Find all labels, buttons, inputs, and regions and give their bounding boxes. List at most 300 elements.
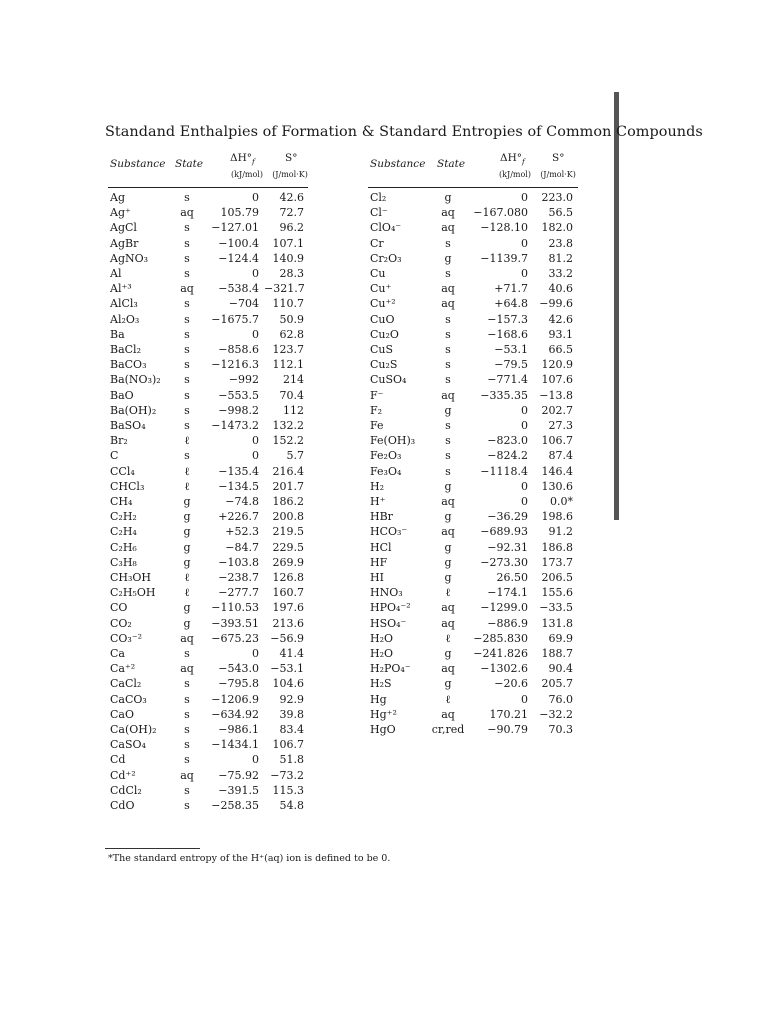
left-cell-entropy: −321.7	[264, 282, 305, 296]
right-cell-enthalpy: 0	[521, 191, 528, 204]
left-cell-substance: BaCl₂	[110, 343, 141, 356]
left-cell-state: s	[184, 783, 190, 797]
left-header-substance: Substance	[110, 158, 166, 170]
left-cell-state: aq	[180, 768, 194, 782]
left-cell-substance: CaO	[110, 707, 134, 721]
right-cell-state: g	[444, 510, 452, 524]
left-cell-state: s	[184, 677, 190, 691]
left-cell-entropy: 51.8	[279, 753, 304, 767]
right-cell-entropy: 188.7	[541, 647, 573, 660]
right-cell-entropy: 56.5	[548, 206, 573, 220]
left-cell-state: s	[184, 221, 190, 235]
right-cell-state: s	[445, 373, 451, 387]
left-cell-state: ℓ	[184, 571, 190, 584]
right-cell-entropy: −99.6	[539, 297, 573, 311]
right-cell-state: aq	[441, 525, 455, 539]
right-cell-state: g	[444, 571, 452, 584]
left-cell-state: s	[184, 327, 190, 341]
left-cell-entropy: 132.2	[272, 419, 304, 432]
left-cell-substance: CO₃⁻²	[110, 631, 143, 645]
left-cell-substance: AgNO₃	[110, 251, 149, 265]
left-cell-substance: CaCl₂	[110, 677, 142, 691]
left-cell-substance: C₂H₆	[110, 540, 137, 554]
left-cell-state: s	[184, 449, 190, 463]
left-cell-entropy: 62.8	[279, 327, 304, 341]
left-cell-enthalpy: −134.5	[218, 479, 259, 493]
right-cell-enthalpy: −157.3	[487, 312, 528, 326]
right-cell-substance: Cu⁺	[370, 282, 392, 296]
right-cell-substance: CuO	[370, 312, 395, 326]
left-cell-enthalpy: −393.51	[211, 616, 259, 630]
left-cell-state: ℓ	[184, 479, 190, 493]
right-cell-enthalpy: 170.21	[489, 707, 528, 721]
left-cell-state: g	[183, 601, 191, 615]
right-cell-entropy: 40.6	[548, 282, 573, 296]
right-cell-state: s	[445, 419, 451, 432]
left-cell-substance: Ag⁺	[110, 206, 131, 220]
right-cell-substance: HF	[370, 555, 388, 569]
left-cell-state: s	[184, 707, 190, 721]
right-cell-state: s	[445, 434, 451, 448]
left-cell-substance: CHCl₃	[110, 479, 145, 493]
right-cell-enthalpy: −174.1	[487, 586, 528, 600]
right-cell-enthalpy: 0	[521, 479, 528, 493]
right-cell-substance: Cr	[370, 236, 384, 250]
right-cell-entropy: 87.4	[548, 449, 573, 463]
right-cell-entropy: −33.5	[539, 601, 573, 615]
right-cell-enthalpy: −823.0	[487, 434, 528, 448]
right-cell-substance: Hg	[370, 692, 387, 706]
right-header-dh-sub: f	[522, 157, 525, 167]
left-cell-enthalpy: 0	[252, 267, 259, 280]
left-cell-enthalpy: 0	[252, 191, 259, 204]
left-cell-state: ℓ	[184, 586, 190, 600]
left-cell-enthalpy: −992	[228, 373, 259, 387]
left-cell-substance: CaCO₃	[110, 692, 147, 706]
right-cell-enthalpy: −1299.0	[480, 601, 528, 615]
left-cell-state: aq	[180, 662, 194, 676]
right-cell-state: aq	[441, 388, 455, 402]
left-cell-enthalpy: −1434.1	[211, 738, 259, 752]
left-cell-substance: AgBr	[110, 236, 139, 250]
left-cell-enthalpy: −100.4	[218, 236, 259, 250]
right-cell-entropy: 223.0	[541, 191, 573, 204]
right-cell-enthalpy: 0	[521, 419, 528, 432]
left-cell-entropy: 219.5	[272, 525, 304, 539]
right-cell-enthalpy: 0	[521, 267, 528, 280]
right-cell-entropy: 107.6	[541, 373, 573, 387]
right-cell-entropy: 81.2	[548, 251, 573, 265]
right-cell-enthalpy: −53.1	[494, 343, 528, 356]
right-cell-state: cr,red	[431, 723, 465, 736]
left-cell-enthalpy: −543.0	[218, 662, 259, 676]
left-cell-substance: CH₄	[110, 495, 133, 508]
left-cell-enthalpy: −84.7	[225, 540, 259, 554]
left-cell-state: s	[184, 297, 190, 311]
left-cell-state: s	[184, 267, 190, 280]
left-cell-enthalpy: −675.23	[211, 631, 259, 645]
left-cell-entropy: 197.6	[272, 601, 304, 615]
left-cell-enthalpy: −277.7	[218, 586, 259, 600]
right-cell-entropy: 131.8	[541, 616, 573, 630]
right-cell-entropy: 27.3	[548, 419, 573, 432]
right-cell-entropy: −13.8	[539, 388, 573, 402]
left-cell-substance: Al	[110, 267, 122, 280]
right-cell-state: s	[445, 464, 451, 478]
left-cell-state: g	[183, 525, 191, 539]
right-header-s: S°	[552, 152, 565, 164]
left-cell-entropy: 41.4	[279, 647, 304, 660]
left-cell-entropy: 28.3	[279, 267, 304, 280]
left-cell-enthalpy: 0	[252, 449, 259, 463]
right-cell-enthalpy: −128.10	[480, 221, 528, 235]
left-cell-enthalpy: −1206.9	[211, 692, 259, 706]
right-cell-entropy: 90.4	[548, 662, 573, 676]
left-cell-substance: Ca(OH)₂	[110, 723, 157, 736]
left-cell-enthalpy: −74.8	[225, 495, 259, 508]
right-cell-enthalpy: −79.5	[494, 358, 528, 372]
left-cell-enthalpy: 105.79	[220, 206, 259, 220]
left-cell-state: s	[184, 373, 190, 387]
left-cell-state: g	[183, 616, 191, 630]
right-cell-state: g	[444, 555, 452, 569]
left-cell-entropy: 115.3	[272, 783, 304, 797]
left-cell-entropy: 112	[283, 403, 304, 417]
right-cell-state: aq	[441, 297, 455, 311]
right-cell-state: ℓ	[445, 631, 451, 645]
left-cell-entropy: 5.7	[286, 449, 304, 463]
left-cell-entropy: 140.9	[272, 251, 304, 265]
left-cell-enthalpy: −538.4	[218, 282, 259, 296]
left-cell-entropy: 216.4	[272, 464, 304, 478]
footnote: *The standard entropy of the H⁺(aq) ion is defined to be 0.	[108, 853, 391, 864]
left-cell-enthalpy: −1675.7	[211, 312, 259, 326]
left-cell-substance: C₃H₈	[110, 555, 137, 569]
left-cell-enthalpy: −795.8	[218, 677, 259, 691]
left-cell-substance: CH₃OH	[110, 571, 152, 584]
left-cell-substance: CaSO₄	[110, 738, 146, 752]
left-cell-substance: CCl₄	[110, 464, 135, 478]
right-cell-enthalpy: −20.6	[494, 677, 528, 691]
left-cell-state: s	[184, 692, 190, 706]
right-cell-entropy: 155.6	[541, 586, 573, 600]
right-cell-state: aq	[441, 221, 455, 235]
left-header-dh-symbol: ΔH°	[230, 152, 252, 164]
right-cell-state: s	[445, 358, 451, 372]
left-cell-state: g	[183, 510, 191, 524]
left-cell-substance: BaCO₃	[110, 358, 147, 372]
right-cell-substance: Cl₂	[370, 191, 387, 204]
right-cell-entropy: 69.9	[548, 631, 573, 645]
left-unit-dh: (kJ/mol)	[231, 170, 263, 179]
left-cell-substance: BaSO₄	[110, 419, 146, 432]
right-cell-substance: Fe(OH)₃	[370, 434, 416, 448]
right-cell-substance: Cu⁺²	[370, 297, 396, 311]
right-cell-state: s	[445, 327, 451, 341]
left-cell-enthalpy: −704	[228, 297, 259, 311]
right-cell-enthalpy: 0	[521, 692, 528, 706]
left-cell-state: s	[184, 723, 190, 736]
left-cell-enthalpy: −103.8	[218, 555, 259, 569]
right-cell-enthalpy: −689.93	[480, 525, 528, 539]
right-cell-state: aq	[441, 616, 455, 630]
left-cell-enthalpy: 0	[252, 753, 259, 767]
left-cell-entropy: 186.2	[272, 495, 304, 508]
right-cell-state: ℓ	[445, 586, 451, 600]
left-cell-enthalpy: −998.2	[218, 403, 259, 417]
left-cell-entropy: 213.6	[272, 616, 304, 630]
left-cell-state: s	[184, 236, 190, 250]
left-cell-substance: C₂H₄	[110, 525, 137, 539]
right-cell-state: g	[444, 251, 452, 265]
left-cell-state: s	[184, 738, 190, 752]
left-cell-enthalpy: −553.5	[218, 388, 259, 402]
left-header-state: State	[175, 158, 204, 170]
left-cell-enthalpy: −75.92	[218, 768, 259, 782]
right-cell-enthalpy: −886.9	[487, 616, 528, 630]
right-cell-substance: HBr	[370, 510, 393, 524]
right-cell-substance: Cu₂O	[370, 327, 399, 341]
right-unit-dh: (kJ/mol)	[499, 170, 531, 179]
right-cell-entropy: 186.8	[541, 540, 573, 554]
left-cell-entropy: 42.6	[279, 191, 304, 204]
left-cell-entropy: 126.8	[272, 571, 304, 584]
right-cell-enthalpy: −241.826	[473, 647, 528, 660]
right-cell-substance: ClO₄⁻	[370, 221, 402, 235]
left-cell-entropy: −56.9	[270, 631, 304, 645]
right-cell-entropy: 205.7	[541, 677, 573, 691]
left-cell-state: s	[184, 343, 190, 356]
right-cell-entropy: 182.0	[541, 221, 573, 235]
right-cell-state: g	[444, 677, 452, 691]
right-cell-enthalpy: 26.50	[496, 571, 528, 584]
right-cell-entropy: 33.2	[548, 267, 573, 280]
right-cell-entropy: 130.6	[541, 479, 573, 493]
right-cell-substance: H₂O	[370, 647, 394, 660]
left-header-dh	[230, 152, 255, 167]
right-header-rule	[368, 187, 578, 188]
left-cell-entropy: 92.9	[279, 692, 304, 706]
left-cell-entropy: 96.2	[279, 221, 304, 235]
right-cell-enthalpy: −1118.4	[480, 464, 528, 478]
left-cell-enthalpy: −391.5	[218, 783, 259, 797]
right-cell-state: g	[444, 191, 452, 204]
right-cell-enthalpy: −273.30	[480, 555, 528, 569]
right-cell-entropy: 70.3	[548, 723, 573, 736]
left-cell-substance: Cd	[110, 753, 126, 767]
left-cell-substance: C₂H₅OH	[110, 586, 156, 600]
right-unit-s: (J/mol·K)	[540, 170, 576, 179]
footnote-rule	[105, 848, 200, 849]
left-cell-entropy: 39.8	[279, 707, 304, 721]
left-cell-substance: AgCl	[110, 221, 137, 235]
right-cell-state: aq	[441, 707, 455, 721]
left-cell-enthalpy: 0	[252, 327, 259, 341]
left-cell-state: s	[184, 358, 190, 372]
left-cell-entropy: 269.9	[272, 555, 304, 569]
left-cell-substance: Ba(NO₃)₂	[110, 373, 161, 387]
left-cell-entropy: 152.2	[272, 434, 304, 448]
left-cell-state: aq	[180, 631, 194, 645]
left-cell-enthalpy: −238.7	[218, 571, 259, 584]
right-cell-enthalpy: +71.7	[494, 282, 528, 296]
left-cell-entropy: 110.7	[272, 297, 304, 311]
left-header-dh-sub: f	[252, 157, 255, 167]
left-unit-s: (J/mol·K)	[272, 170, 308, 179]
left-cell-entropy: −53.1	[270, 662, 304, 676]
left-cell-state: s	[184, 388, 190, 402]
right-cell-substance: Cu	[370, 267, 386, 280]
right-cell-substance: Fe₂O₃	[370, 449, 402, 463]
right-cell-substance: CuSO₄	[370, 373, 407, 387]
right-cell-state: aq	[441, 601, 455, 615]
right-cell-state: s	[445, 312, 451, 326]
right-header-dh	[500, 152, 525, 167]
right-cell-state: s	[445, 343, 451, 356]
right-cell-enthalpy: 0	[521, 403, 528, 417]
left-cell-state: ℓ	[184, 434, 190, 448]
left-cell-state: s	[184, 312, 190, 326]
left-cell-entropy: 104.6	[272, 677, 304, 691]
right-cell-entropy: 76.0	[548, 692, 573, 706]
right-cell-enthalpy: 0	[521, 495, 528, 508]
right-cell-entropy: 66.5	[548, 343, 573, 356]
right-cell-substance: H₂O	[370, 631, 394, 645]
left-cell-enthalpy: −110.53	[211, 601, 259, 615]
right-cell-entropy: 0.0*	[550, 495, 573, 508]
left-cell-state: s	[184, 753, 190, 767]
right-cell-state: aq	[441, 662, 455, 676]
right-cell-entropy: 206.5	[541, 571, 573, 584]
right-cell-enthalpy: −1139.7	[480, 251, 528, 265]
left-cell-enthalpy: −858.6	[218, 343, 259, 356]
right-cell-enthalpy: −335.35	[480, 388, 528, 402]
right-cell-state: s	[445, 449, 451, 463]
right-cell-entropy: 120.9	[541, 358, 573, 372]
left-cell-enthalpy: −124.4	[218, 251, 259, 265]
right-cell-entropy: 23.8	[548, 236, 573, 250]
left-header-s: S°	[285, 152, 298, 164]
right-cell-enthalpy: −771.4	[487, 373, 528, 387]
right-cell-state: aq	[441, 495, 455, 508]
right-cell-entropy: 42.6	[548, 312, 573, 326]
left-cell-entropy: 72.7	[279, 206, 304, 220]
right-cell-state: s	[445, 236, 451, 250]
left-cell-entropy: 123.7	[272, 343, 304, 356]
right-header-state: State	[437, 158, 466, 170]
left-cell-substance: CdCl₂	[110, 783, 142, 797]
right-cell-substance: CuS	[370, 343, 394, 356]
left-cell-substance: Cd⁺²	[110, 768, 136, 782]
right-cell-substance: F₂	[370, 403, 383, 417]
left-cell-entropy: 229.5	[272, 540, 304, 554]
right-cell-substance: H₂	[370, 479, 385, 493]
right-cell-substance: HNO₃	[370, 586, 403, 600]
left-cell-entropy: 70.4	[279, 388, 304, 402]
left-cell-substance: Ba	[110, 327, 125, 341]
right-cell-state: g	[444, 647, 452, 660]
left-cell-substance: Ca⁺²	[110, 662, 136, 676]
left-cell-state: ℓ	[184, 464, 190, 478]
right-cell-enthalpy: 0	[521, 236, 528, 250]
left-cell-substance: Al₂O₃	[110, 312, 140, 326]
right-cell-substance: Hg⁺²	[370, 707, 397, 721]
left-header-rule	[108, 187, 308, 188]
vertical-scrollbar[interactable]	[614, 92, 619, 520]
left-cell-entropy: 112.1	[272, 358, 304, 372]
left-cell-state: g	[183, 555, 191, 569]
right-header-substance: Substance	[370, 158, 426, 170]
left-cell-enthalpy: −634.92	[211, 707, 259, 721]
left-cell-state: s	[184, 647, 190, 660]
left-cell-substance: Br₂	[110, 434, 128, 448]
left-cell-substance: CdO	[110, 799, 135, 812]
right-cell-entropy: 202.7	[541, 403, 573, 417]
right-cell-state: aq	[441, 282, 455, 296]
left-cell-entropy: 83.4	[279, 723, 304, 736]
right-cell-substance: Cl⁻	[370, 206, 388, 220]
right-cell-substance: H⁺	[370, 495, 386, 508]
right-cell-entropy: 198.6	[541, 510, 573, 524]
left-cell-state: s	[184, 419, 190, 432]
right-cell-entropy: 173.7	[541, 555, 573, 569]
right-cell-entropy: 146.4	[541, 464, 573, 478]
left-cell-substance: Ag	[110, 191, 125, 204]
left-cell-substance: AlCl₃	[110, 297, 138, 311]
left-cell-entropy: 201.7	[272, 479, 304, 493]
right-cell-enthalpy: −1302.6	[480, 662, 528, 676]
left-cell-entropy: 50.9	[279, 312, 304, 326]
left-cell-substance: C₂H₂	[110, 510, 137, 524]
left-cell-entropy: 54.8	[279, 799, 304, 812]
left-cell-state: s	[184, 191, 190, 204]
right-cell-substance: HgO	[370, 723, 396, 736]
right-cell-enthalpy: +64.8	[494, 297, 528, 311]
left-cell-enthalpy: −258.35	[211, 799, 259, 812]
right-cell-enthalpy: −36.29	[487, 510, 528, 524]
left-cell-state: aq	[180, 282, 194, 296]
left-cell-enthalpy: +52.3	[225, 525, 259, 539]
right-cell-substance: Fe₃O₄	[370, 464, 402, 478]
right-cell-entropy: 91.2	[548, 525, 573, 539]
left-cell-enthalpy: +226.7	[218, 510, 259, 524]
left-cell-enthalpy: −986.1	[218, 723, 259, 736]
right-cell-state: g	[444, 403, 452, 417]
left-cell-state: aq	[180, 206, 194, 220]
right-cell-state: ℓ	[445, 692, 451, 706]
left-cell-substance: C	[110, 449, 119, 463]
left-cell-substance: Ba(OH)₂	[110, 403, 157, 417]
left-cell-substance: BaO	[110, 388, 134, 402]
right-cell-substance: Cr₂O₃	[370, 251, 402, 265]
left-cell-enthalpy: −1473.2	[211, 419, 259, 432]
right-cell-substance: Fe	[370, 419, 384, 432]
left-cell-entropy: 214	[283, 373, 304, 387]
right-cell-substance: HSO₄⁻	[370, 616, 407, 630]
right-cell-entropy: 106.7	[541, 434, 573, 448]
right-cell-enthalpy: −824.2	[487, 449, 528, 463]
left-cell-entropy: 160.7	[272, 586, 304, 600]
right-cell-substance: Cu₂S	[370, 358, 398, 372]
left-cell-substance: CO₂	[110, 616, 132, 630]
right-cell-state: g	[444, 479, 452, 493]
left-cell-enthalpy: −1216.3	[211, 358, 259, 372]
left-cell-enthalpy: −127.01	[211, 221, 259, 235]
left-cell-state: s	[184, 403, 190, 417]
left-cell-state: g	[183, 495, 191, 508]
right-header-dh-symbol: ΔH°	[500, 152, 522, 164]
left-cell-state: g	[183, 540, 191, 554]
